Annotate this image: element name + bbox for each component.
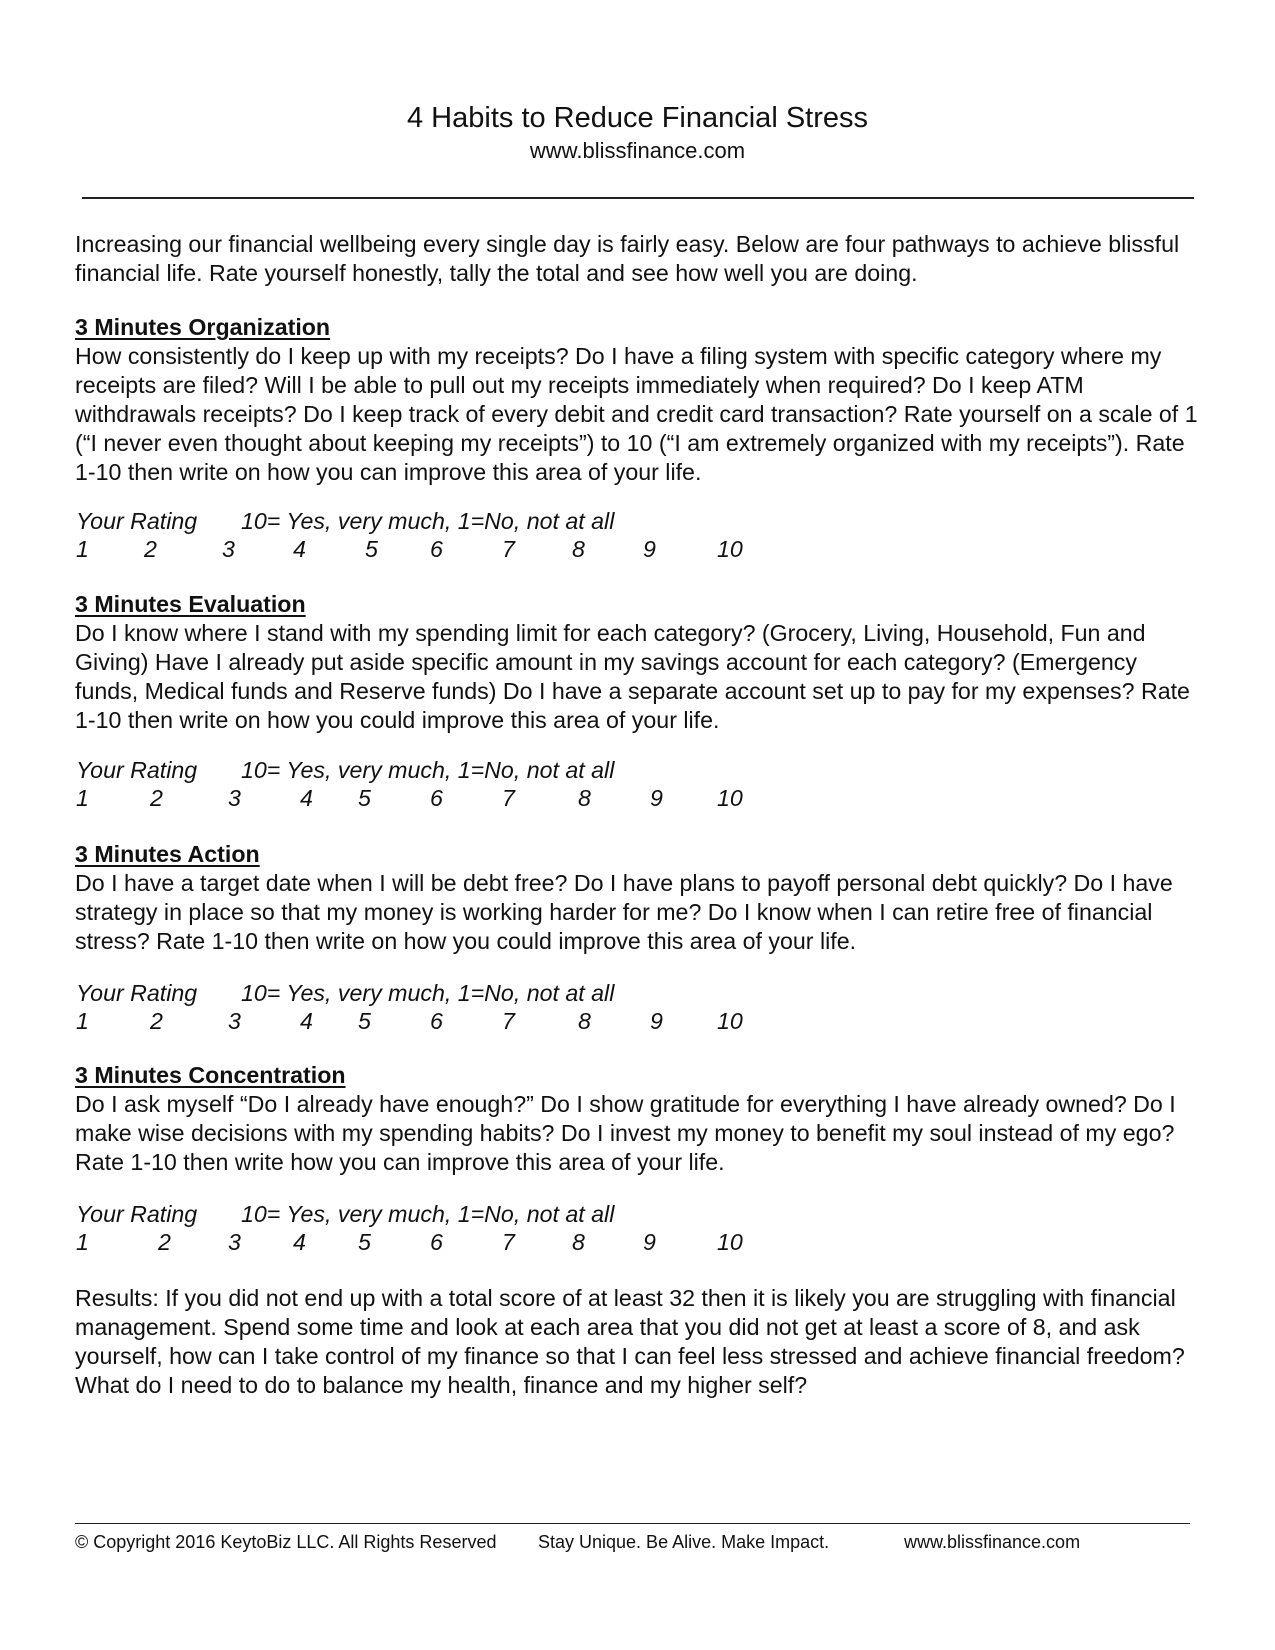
section-heading-evaluation: 3 Minutes Evaluation: [75, 591, 306, 617]
rating-option-3[interactable]: 3: [228, 1229, 241, 1255]
rating-option-5[interactable]: 5: [358, 1229, 371, 1255]
rating-label-concentration: [76, 1201, 615, 1228]
footer-copyright: © Copyright 2016 KeytoBiz LLC. All Rights Reserved: [75, 1532, 497, 1552]
rating-option-10[interactable]: 10: [717, 1008, 743, 1034]
section-text-organization: How consistently do I keep up with my receipts? Do I have a filing system with specific category where my receipts are filed? Will I be able to pull out my receipts immediately when required? Do I keep ATM withdrawals receipts? Do I keep track of every debit and credit card transaction? Rate yourself on a scale of 1 (“I never even thought about keeping my receipts”) to 10 (“I am extremely organized with my receipts”). Rate 1-10 then write on how you can improve this area of your life.: [75, 343, 1198, 485]
rating-label-text: Your Rating: [76, 1201, 198, 1227]
section-text-concentration: Do I ask myself “Do I already have enough?” Do I show gratitude for everything I have already owned? Do I make wise decisions with my spending habits? Do I invest my money to benefit my soul instead of my ego? Rate 1-10 then write how you can improve this area of your life.: [75, 1091, 1176, 1175]
section-text-evaluation: Do I know where I stand with my spending limit for each category? (Grocery, Living, Household, Fun and Giving) Have I already put aside specific amount in my savings account for each category? (Emergency funds, Medical funds and Reserve funds) Do I have a separate account set up to pay for my expenses? Rate 1-10 then write on how you could improve this area of your life.: [75, 620, 1190, 733]
rating-option-1[interactable]: 1: [76, 785, 89, 811]
intro-paragraph: Increasing our financial wellbeing every single day is fairly easy. Below are four pathways to achieve blissful financial life. Rate yourself honestly, tally the total and see how well you are doing.: [75, 231, 1180, 286]
rating-scale-text: 10= Yes, very much, 1=No, not at all: [241, 980, 615, 1006]
rating-option-5[interactable]: 5: [358, 1008, 371, 1034]
section-heading-organization: 3 Minutes Organization: [75, 314, 331, 340]
rating-option-2[interactable]: 2: [150, 1008, 163, 1034]
rating-option-7[interactable]: 7: [502, 1229, 515, 1255]
rating-option-5[interactable]: 5: [358, 785, 371, 811]
footer-divider: [75, 1523, 1190, 1524]
rating-label-text: Your Rating: [76, 508, 198, 534]
header-divider: [82, 197, 1194, 199]
rating-option-4[interactable]: 4: [293, 1229, 306, 1255]
rating-option-6[interactable]: 6: [430, 1008, 443, 1034]
rating-option-3[interactable]: 3: [222, 536, 235, 562]
rating-option-3[interactable]: 3: [228, 785, 241, 811]
page-title: 4 Habits to Reduce Financial Stress: [407, 102, 868, 134]
rating-option-3[interactable]: 3: [228, 1008, 241, 1034]
rating-scale-text: 10= Yes, very much, 1=No, not at all: [241, 508, 615, 534]
rating-option-8[interactable]: 8: [578, 785, 591, 811]
rating-option-10[interactable]: 10: [717, 1229, 743, 1255]
rating-option-7[interactable]: 7: [502, 785, 515, 811]
rating-label-text: Your Rating: [76, 980, 198, 1006]
rating-option-6[interactable]: 6: [430, 1229, 443, 1255]
rating-option-8[interactable]: 8: [572, 536, 585, 562]
rating-option-7[interactable]: 7: [502, 1008, 515, 1034]
rating-label-text: Your Rating: [76, 757, 198, 783]
rating-option-2[interactable]: 2: [144, 536, 157, 562]
rating-option-2[interactable]: 2: [150, 785, 163, 811]
rating-option-9[interactable]: 9: [643, 536, 656, 562]
rating-scale-text: 10= Yes, very much, 1=No, not at all: [241, 757, 615, 783]
rating-option-6[interactable]: 6: [430, 785, 443, 811]
rating-option-4[interactable]: 4: [293, 536, 306, 562]
header-url: www.blissfinance.com: [529, 138, 746, 163]
footer-url: www.blissfinance.com: [904, 1532, 1081, 1552]
rating-option-10[interactable]: 10: [717, 536, 743, 562]
results-paragraph: Results: If you did not end up with a total score of at least 32 then it is likely you are struggling with financial management. Spend some time and look at each area that you did not get at least a score of 8, and ask yourself, how can I take control of my finance so that I can feel less stressed and achieve financial freedom? What do I need to do to balance my health, finance and my higher self?: [75, 1285, 1185, 1398]
section-heading-concentration: 3 Minutes Concentration: [75, 1062, 346, 1088]
section-text-action: Do I have a target date when I will be debt free? Do I have plans to payoff personal debt quickly? Do I have strategy in place so that my money is working harder for me? Do I know when I can retire free of financial stress? Rate 1-10 then write on how you could improve this area of your life.: [75, 870, 1173, 954]
rating-option-10[interactable]: 10: [717, 785, 743, 811]
footer-tagline: Stay Unique. Be Alive. Make Impact.: [538, 1532, 830, 1552]
rating-option-6[interactable]: 6: [430, 536, 443, 562]
rating-label-organization: [76, 508, 615, 535]
rating-option-9[interactable]: 9: [650, 785, 663, 811]
rating-option-8[interactable]: 8: [578, 1008, 591, 1034]
rating-option-5[interactable]: 5: [365, 536, 378, 562]
rating-option-9[interactable]: 9: [650, 1008, 663, 1034]
rating-label-evaluation: [76, 757, 615, 784]
rating-label-action: [76, 980, 615, 1007]
rating-scale-text: 10= Yes, very much, 1=No, not at all: [241, 1201, 615, 1227]
rating-option-4[interactable]: 4: [300, 785, 313, 811]
section-heading-action: 3 Minutes Action: [75, 841, 260, 867]
rating-option-1[interactable]: 1: [76, 536, 89, 562]
rating-option-4[interactable]: 4: [300, 1008, 313, 1034]
rating-option-2[interactable]: 2: [158, 1229, 171, 1255]
rating-option-9[interactable]: 9: [643, 1229, 656, 1255]
rating-option-1[interactable]: 1: [76, 1008, 89, 1034]
rating-option-7[interactable]: 7: [502, 536, 515, 562]
rating-option-1[interactable]: 1: [76, 1229, 89, 1255]
rating-option-8[interactable]: 8: [572, 1229, 585, 1255]
